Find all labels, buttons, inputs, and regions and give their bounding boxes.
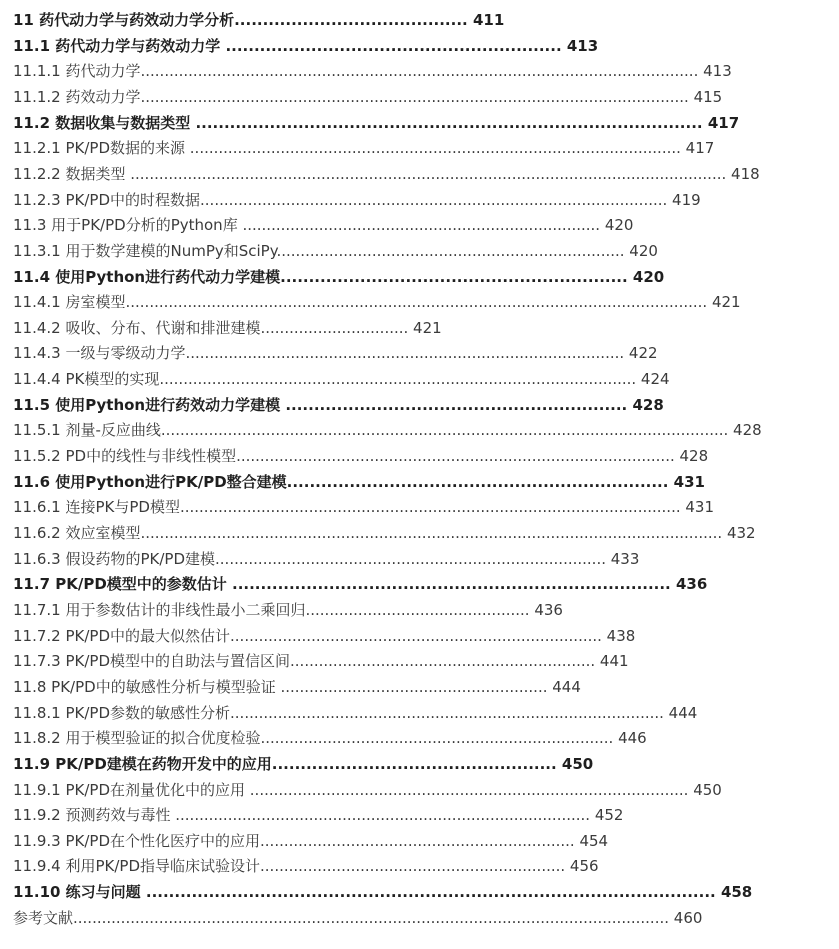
toc-entry-text: 11.9.3 PK/PD在个性化医疗中的应用.................................................................. 454 xyxy=(13,831,609,850)
toc-entry xyxy=(13,316,442,340)
toc-entry-text: 11.8.2 用于模型验证的拟合优度检验.......................................................................... 446 xyxy=(13,729,647,748)
toc-entry xyxy=(13,418,762,442)
toc-entry xyxy=(13,726,647,750)
toc-entry-text: 11.8 PK/PD中的敏感性分析与模型验证 ........................................................ 444 xyxy=(13,677,581,696)
toc-entry xyxy=(13,649,629,673)
toc-entry-text: 11.9.4 利用PK/PD指导临床试验设计................................................................ 456 xyxy=(13,857,599,876)
toc-entry xyxy=(13,341,658,365)
toc-entry xyxy=(13,8,504,32)
toc-entry-text: 11.8.1 PK/PD参数的敏感性分析........................................................................................... 444 xyxy=(13,703,698,722)
toc-entry xyxy=(13,213,633,237)
toc-entry xyxy=(13,854,599,878)
toc-entry-text: 参考文献............................................................................................................................. 460 xyxy=(13,908,703,927)
toc-entry xyxy=(13,188,701,212)
toc-entry-text: 11.4.4 PK模型的实现.................................................................................................... 424 xyxy=(13,370,670,389)
toc-entry-text: 11.7.3 PK/PD模型中的自助法与置信区间................................................................ 441 xyxy=(13,652,629,671)
toc-entry xyxy=(13,906,702,930)
toc-entry-text: 11.6.2 效应室模型.......................................................................................................................... 432 xyxy=(13,524,756,542)
toc-entry xyxy=(13,701,697,725)
toc-entry xyxy=(13,59,732,83)
toc-entry xyxy=(13,393,664,417)
toc-entry xyxy=(13,136,714,160)
toc-entry xyxy=(13,495,714,519)
toc-entry-text: 11.4.2 吸收、分布、代谢和排泄建模............................... 421 xyxy=(13,318,442,337)
toc-entry xyxy=(13,752,593,776)
toc-entry-text: 11.7.1 用于参数估计的非线性最小二乘回归............................................... 436 xyxy=(13,600,563,619)
toc-entry xyxy=(13,572,707,596)
toc-entry xyxy=(13,290,741,314)
toc-entry-text: 11.9.1 PK/PD在剂量优化中的应用 ............................................................................................ 450 xyxy=(13,780,722,799)
toc-entry xyxy=(13,675,581,699)
toc-entry-text: 11.1.2 药效动力学................................................................................................................... 415 xyxy=(13,87,723,106)
toc-entry-text: 11.7 PK/PD模型中的参数估计 ............................................................................. 436 xyxy=(13,575,708,594)
toc-entry-text: 11.2 数据收集与数据类型 ......................................................................................... 417 xyxy=(13,113,740,132)
toc-entry-text: 11.4 使用Python进行药代动力学建模............................................................. 420 xyxy=(13,267,665,286)
toc-entry-text: 11.6.1 连接PK与PD模型......................................................................................................... 431 xyxy=(13,498,715,517)
toc-entry xyxy=(13,829,608,853)
toc-entry xyxy=(13,598,563,622)
toc-entry xyxy=(13,239,658,263)
toc-entry-text: 11.1 药代动力学与药效动力学 ........................................................... 413 xyxy=(13,36,599,55)
toc-entry-text: 11.3 用于PK/PD分析的Python库 ........................................................................... 420 xyxy=(13,216,634,235)
toc-entry-text: 11.5.2 PD中的线性与非线性模型............................................................................................ 428 xyxy=(13,447,709,466)
toc-entry xyxy=(13,547,639,571)
toc-entry xyxy=(13,162,760,186)
toc-entry xyxy=(13,111,739,135)
toc-entry-text: 11.4.1 房室模型.......................................................................................................................... 421 xyxy=(13,293,741,312)
toc-entry xyxy=(13,521,756,545)
toc-entry-text: 11.3.1 用于数学建模的NumPy和SciPy......................................................................... 420 xyxy=(13,241,658,260)
toc-entry xyxy=(13,778,722,802)
toc-entry-text: 11 药代动力学与药效动力学分析......................................... 411 xyxy=(13,11,505,29)
toc-entry xyxy=(13,444,708,468)
toc-entry xyxy=(13,367,670,391)
toc-entry-text: 11.7.2 PK/PD中的最大似然估计.............................................................................. 438 xyxy=(13,626,636,645)
toc-entry-text: 11.10 练习与问题 .................................................................................................... 458 xyxy=(13,883,753,902)
toc-entry-text: 11.9 PK/PD建模在药物开发中的应用.................................................. 450 xyxy=(13,754,594,773)
toc-entry-text: 11.2.3 PK/PD中的时程数据.................................................................................................. 419 xyxy=(13,190,701,209)
toc-entry-text: 11.4.3 一级与零级动力学............................................................................................ 422 xyxy=(13,344,658,363)
toc-entry xyxy=(13,803,623,827)
toc-entry-text: 11.5 使用Python进行药效动力学建模 ............................................................ 428 xyxy=(13,395,664,414)
toc-entry-text: 11.6 使用Python进行PK/PD整合建模................................................................... 431 xyxy=(13,472,705,491)
toc-entry-text: 11.5.1 剂量-反应曲线....................................................................................................................... 428 xyxy=(13,421,762,440)
toc-entry-text: 11.2.2 数据类型 ............................................................................................................................. 418 xyxy=(13,164,760,183)
toc-entry-text: 11.2.1 PK/PD数据的来源 ....................................................................................................... 417 xyxy=(13,139,715,158)
toc-entry xyxy=(13,85,722,109)
toc-entry xyxy=(13,880,752,904)
toc-entry xyxy=(13,624,635,648)
toc-entry-text: 11.1.1 药代动力学..................................................................................................................... 413 xyxy=(13,62,732,81)
toc-entry-text: 11.6.3 假设药物的PK/PD建模.................................................................................. 433 xyxy=(13,549,640,568)
toc-entry xyxy=(13,34,598,58)
toc-entry xyxy=(13,470,705,494)
toc-entry xyxy=(13,265,664,289)
toc-entry-text: 11.9.2 预测药效与毒性 ....................................................................................... 452 xyxy=(13,806,624,825)
